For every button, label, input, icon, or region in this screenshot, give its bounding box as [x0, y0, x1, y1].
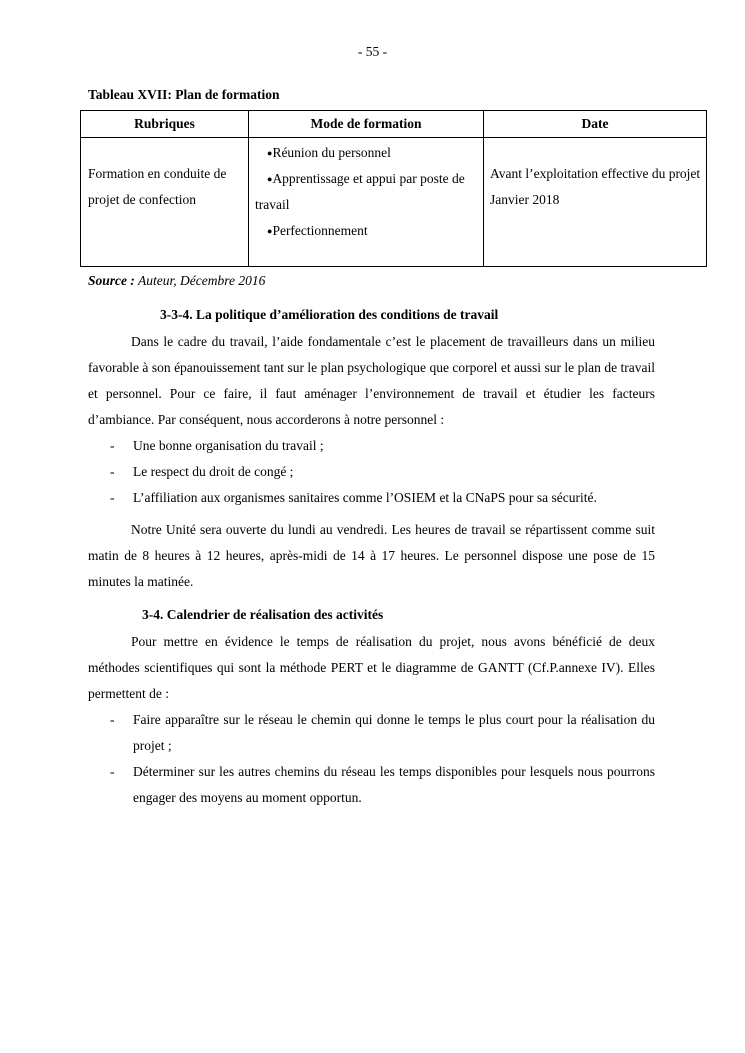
cell-mode	[249, 138, 484, 267]
column-header-date: Date	[484, 111, 707, 138]
mode-item: ●Perfectionnement	[267, 223, 368, 238]
cell-date	[484, 138, 707, 267]
list-item: - L’affiliation aux organismes sanitaires comme l’OSIEM et la CNaPS pour sa sécurité.	[110, 490, 597, 505]
section-heading-34: 3-4. Calendrier de réalisation des activités	[142, 607, 384, 622]
column-header-rubriques: Rubriques	[81, 111, 249, 138]
date-line: Avant l’exploitation effective du projet	[490, 166, 701, 181]
section-heading-334: 3-3-4. La politique d’amélioration des conditions de travail	[160, 307, 499, 322]
date-line: Janvier 2018	[490, 192, 560, 207]
list-item: - Faire apparaître sur le réseau le chemin qui donne le temps le plus court pour la réalisation du projet ;	[110, 712, 655, 753]
list-item: - Le respect du droit de congé ;	[110, 464, 294, 479]
column-header-mode: Mode de formation	[249, 111, 484, 138]
page-number: - 55 -	[357, 44, 388, 59]
table-header-row	[81, 111, 707, 138]
table-source	[88, 273, 265, 289]
mode-item: ●Apprentissage et appui par poste de travail	[255, 171, 465, 212]
bullet-icon: ●	[267, 174, 273, 184]
paragraph: Pour mettre en évidence le temps de réalisation du projet, nous avons bénéficié de deux méthodes scientifiques qui sont la méthode PERT et le diagramme de GANTT (Cf.P.annexe IV). Elles permettent de :	[88, 634, 655, 701]
bullet-icon: ●	[267, 148, 273, 158]
planning-methods-list	[88, 707, 655, 811]
paragraph: Dans le cadre du travail, l’aide fondamentale c’est le placement de travailleurs dans un milieu favorable à son épanouissement tant sur le plan psychologique que corporel et aussi sur le plan de travail et personnel. Pour ce faire, il faut aménager l’environnement de travail et étudier les facteurs d’ambiance. Par conséquent, nous accorderons à notre personnel :	[88, 334, 655, 427]
source-text: Auteur, Décembre 2016	[134, 273, 266, 288]
cell-rubrique: Formation en conduite de projet de confection	[81, 138, 249, 267]
mode-item: ●Réunion du personnel	[267, 145, 391, 160]
list-item: - Déterminer sur les autres chemins du réseau les temps disponibles pour lesquels nous pourrons engager des moyens au moment opportun.	[110, 764, 655, 805]
source-label: Source :	[88, 273, 135, 288]
table-row	[81, 138, 707, 267]
training-plan-table	[80, 110, 707, 267]
table-caption: Tableau XVII: Plan de formation	[88, 87, 280, 102]
bullet-icon: ●	[267, 226, 273, 236]
list-item: - Une bonne organisation du travail ;	[110, 438, 324, 453]
paragraph: Notre Unité sera ouverte du lundi au vendredi. Les heures de travail se répartissent comme suit matin de 8 heures à 12 heures, après-midi de 14 à 17 heures. Le personnel dispose une pose de 15 minutes la matinée.	[88, 522, 655, 589]
working-conditions-list	[88, 433, 655, 511]
